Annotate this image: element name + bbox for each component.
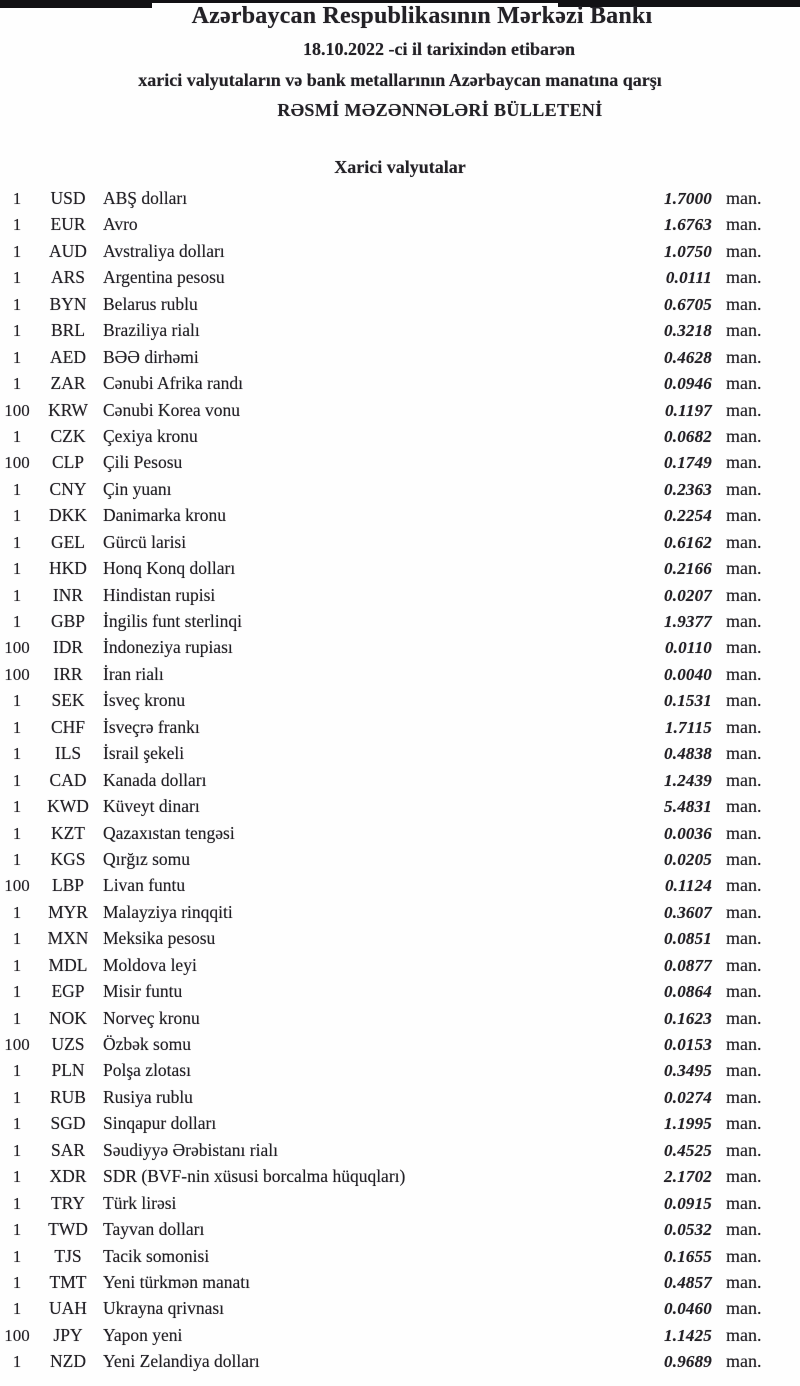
currency-code: TRY	[50, 1192, 86, 1213]
currency-name: Danimarka kronu	[103, 505, 226, 526]
bank-title: Azərbaycan Respublikasının Mərkəzi Bankı	[191, 3, 653, 29]
rate-unit-label: man.	[726, 399, 762, 420]
rate-value: 1.0750	[664, 241, 712, 261]
rate-unit-label: man.	[726, 188, 762, 208]
currency-code: XDR	[49, 1166, 87, 1187]
rate-unit-label: man.	[726, 505, 762, 526]
rate-quantity: 1	[12, 1193, 22, 1213]
rate-value: 0.0946	[664, 374, 712, 394]
currency-name: Avro	[103, 214, 138, 235]
rate-value: 0.0864	[664, 982, 712, 1002]
rate-unit-label: man.	[726, 1007, 762, 1028]
rates-table	[0, 185, 800, 1375]
rate-value: 0.0460	[664, 1299, 712, 1319]
rate-row	[0, 846, 800, 872]
currency-code: KZT	[50, 822, 86, 843]
currency-code: MXN	[47, 928, 89, 949]
currency-code: KGS	[50, 848, 86, 869]
rate-value: 0.1623	[664, 1008, 712, 1028]
currency-code: CLP	[51, 452, 85, 473]
rate-quantity: 1	[12, 1114, 22, 1134]
currency-code: IRR	[53, 663, 83, 684]
rate-value: 0.9689	[664, 1352, 712, 1372]
currency-code: AED	[50, 346, 86, 367]
currency-name: Braziliya rialı	[103, 320, 200, 341]
rate-unit-label: man.	[726, 611, 762, 631]
rate-unit-label: man.	[726, 1351, 762, 1372]
rate-quantity: 100	[4, 664, 30, 684]
rate-value: 0.2166	[664, 559, 712, 579]
rate-quantity: 1	[12, 744, 22, 764]
rate-quantity: 1	[12, 426, 22, 446]
currency-name: Kanada dolları	[103, 769, 207, 790]
rate-row	[0, 476, 800, 502]
rate-value: 0.3218	[664, 321, 712, 341]
currency-name: Rusiya rublu	[103, 1086, 193, 1107]
rate-row	[0, 397, 800, 423]
currency-name: İsveçrə frankı	[103, 716, 200, 737]
currency-code: SGD	[50, 1113, 86, 1134]
document-header	[0, 3, 800, 121]
currency-name: Polşa zlotası	[103, 1060, 191, 1081]
rate-quantity: 1	[12, 1167, 22, 1187]
currency-name: Çin yuanı	[103, 478, 172, 499]
rate-quantity: 100	[4, 400, 30, 420]
currency-name: Çexiya kronu	[103, 425, 198, 446]
currency-name: Livan funtu	[103, 875, 186, 896]
currency-code: ZAR	[50, 373, 86, 394]
currency-code: DKK	[49, 505, 87, 526]
rate-value: 0.0915	[664, 1193, 712, 1213]
currency-name: İsrail şekeli	[103, 743, 185, 764]
currency-name: Belarus rublu	[103, 293, 198, 314]
rate-row	[0, 687, 800, 713]
rate-row	[0, 238, 800, 264]
rate-quantity: 1	[12, 955, 22, 975]
rate-quantity: 1	[12, 585, 22, 605]
rate-quantity: 1	[12, 823, 22, 843]
currency-code: BYN	[49, 293, 87, 314]
currency-code: UZS	[51, 1034, 85, 1054]
rate-value: 0.4525	[664, 1140, 712, 1160]
rate-quantity: 1	[12, 691, 22, 711]
rate-row	[0, 1057, 800, 1083]
currency-code: SEK	[51, 690, 85, 711]
currency-name: Misir funtu	[103, 981, 183, 1002]
rate-row	[0, 714, 800, 740]
rate-quantity: 1	[12, 929, 22, 949]
rate-unit-label: man.	[726, 214, 762, 235]
rate-unit-label: man.	[726, 822, 762, 843]
rate-quantity: 1	[12, 559, 22, 579]
currency-name: Tacik somonisi	[103, 1245, 210, 1266]
currency-code: CAD	[49, 769, 87, 790]
rate-unit-label: man.	[726, 769, 762, 790]
rate-unit-label: man.	[726, 240, 762, 261]
rate-row	[0, 1322, 800, 1348]
currency-code: GEL	[50, 531, 86, 552]
rate-unit-label: man.	[726, 716, 762, 737]
currency-name: Hindistan rupisi	[103, 584, 216, 605]
rate-unit-label: man.	[726, 1192, 762, 1213]
currency-code: BRL	[50, 320, 86, 341]
rate-quantity: 1	[12, 982, 22, 1002]
rate-value: 0.1655	[664, 1246, 712, 1266]
rate-quantity: 1	[12, 347, 22, 367]
rate-unit-label: man.	[726, 1298, 762, 1319]
currency-code: UAH	[49, 1298, 87, 1319]
rate-value: 0.0207	[664, 585, 712, 605]
rate-value: 0.1197	[664, 400, 712, 420]
currency-code: RUB	[50, 1086, 86, 1107]
rate-value: 0.2254	[664, 506, 712, 526]
rate-value: 0.1531	[664, 691, 712, 711]
rate-value: 0.0851	[664, 929, 712, 949]
rate-row	[0, 317, 800, 343]
rate-quantity: 1	[12, 1140, 22, 1160]
rate-quantity: 1	[12, 294, 22, 314]
rate-quantity: 1	[12, 374, 22, 394]
currency-name: Küveyt dinarı	[103, 796, 200, 817]
currency-code: KRW	[48, 399, 88, 420]
currency-name: Tayvan dolları	[103, 1219, 205, 1240]
rate-quantity: 1	[12, 1220, 22, 1240]
section-title-foreign-currencies: Xarici valyutalar	[334, 157, 466, 177]
rate-quantity: 1	[12, 241, 22, 261]
currency-code: MDL	[48, 954, 88, 975]
currency-name: Avstraliya dolları	[103, 240, 225, 261]
currency-code: IDR	[52, 637, 84, 658]
currency-name: İran rialı	[103, 663, 164, 684]
rate-row	[0, 1005, 800, 1031]
rate-quantity: 100	[4, 638, 30, 658]
effective-date-line: 18.10.2022 -ci il tarixindən etibarən	[303, 39, 575, 59]
currency-name: Türk lirəsi	[103, 1192, 177, 1213]
rate-quantity: 100	[4, 1325, 30, 1345]
rate-row	[0, 264, 800, 290]
rate-value: 0.3495	[664, 1061, 712, 1081]
rate-row	[0, 1243, 800, 1269]
currency-name: Özbək somu	[103, 1034, 191, 1054]
rate-row	[0, 1190, 800, 1216]
rate-row	[0, 423, 800, 449]
rate-quantity: 1	[12, 1061, 22, 1081]
currency-name: İsveç kronu	[103, 690, 186, 711]
rate-quantity: 1	[12, 1246, 22, 1266]
rate-quantity: 1	[12, 1352, 22, 1372]
currency-code: NOK	[49, 1007, 87, 1028]
currency-name: İngilis funt sterlinqi	[103, 611, 243, 631]
rate-value: 1.6763	[664, 215, 712, 235]
rate-unit-label: man.	[726, 690, 762, 711]
currency-code: EUR	[50, 214, 86, 235]
rate-unit-label: man.	[726, 293, 762, 314]
currency-code: CHF	[50, 716, 86, 737]
rate-row	[0, 185, 800, 211]
rate-value: 0.3607	[664, 902, 712, 922]
rate-unit-label: man.	[726, 1245, 762, 1266]
rate-row	[0, 555, 800, 581]
rate-row	[0, 1137, 800, 1163]
rate-value: 0.0877	[664, 955, 712, 975]
rate-row	[0, 291, 800, 317]
rate-unit-label: man.	[726, 875, 762, 896]
currency-code: EGP	[51, 981, 85, 1002]
currency-name: Norveç kronu	[103, 1007, 200, 1028]
rate-row	[0, 529, 800, 555]
rate-row	[0, 740, 800, 766]
currency-name: Meksika pesosu	[103, 928, 216, 949]
rate-quantity: 1	[12, 1087, 22, 1107]
rate-row	[0, 1348, 800, 1374]
currency-code: USD	[50, 188, 86, 208]
rate-row	[0, 449, 800, 475]
rate-value: 0.0111	[665, 268, 712, 288]
rate-quantity: 1	[12, 902, 22, 922]
rate-unit-label: man.	[726, 1271, 762, 1292]
rate-unit-label: man.	[726, 981, 762, 1002]
rate-row	[0, 582, 800, 608]
rate-quantity: 1	[12, 797, 22, 817]
rate-row	[0, 344, 800, 370]
rate-value: 5.4831	[664, 797, 712, 817]
rate-unit-label: man.	[726, 1324, 762, 1345]
rate-value: 0.0274	[664, 1087, 712, 1107]
rate-unit-label: man.	[726, 954, 762, 975]
rate-quantity: 1	[12, 479, 22, 499]
rate-value: 0.4838	[664, 744, 712, 764]
rate-value: 0.0153	[664, 1035, 712, 1054]
currency-code: KWD	[47, 796, 89, 817]
rate-row	[0, 925, 800, 951]
rate-row	[0, 370, 800, 396]
rate-unit-label: man.	[726, 425, 762, 446]
currency-code: ILS	[54, 743, 82, 764]
rate-row	[0, 1269, 800, 1295]
currency-code: CZK	[50, 425, 86, 446]
currency-code: MYR	[48, 901, 88, 922]
rate-value: 0.0205	[664, 849, 712, 869]
rate-unit-label: man.	[726, 320, 762, 341]
subtitle-line: xarici valyutaların və bank metallarının Azərbaycan manatına qarşı	[138, 70, 662, 90]
rate-unit-label: man.	[726, 928, 762, 949]
rate-unit-label: man.	[726, 1034, 762, 1054]
currency-name: Səudiyyə Ərəbistanı rialı	[103, 1139, 278, 1160]
rate-unit-label: man.	[726, 848, 762, 869]
rate-value: 2.1702	[664, 1167, 712, 1187]
rate-value: 0.6705	[664, 294, 712, 314]
rate-quantity: 100	[4, 453, 30, 473]
rate-unit-label: man.	[726, 267, 762, 288]
rate-value: 0.0532	[664, 1220, 712, 1240]
rate-value: 0.4857	[664, 1272, 712, 1292]
rate-row	[0, 820, 800, 846]
rate-value: 1.7115	[664, 717, 712, 737]
rate-quantity: 1	[12, 770, 22, 790]
rate-unit-label: man.	[726, 478, 762, 499]
rate-unit-label: man.	[726, 637, 762, 658]
rate-value: 0.6162	[664, 532, 712, 552]
currency-code: TWD	[48, 1219, 88, 1240]
rate-quantity: 1	[12, 215, 22, 235]
currency-code: ARS	[50, 267, 86, 288]
currency-code: AUD	[49, 240, 87, 261]
currency-name: Yapon yeni	[103, 1324, 183, 1345]
rate-row	[0, 661, 800, 687]
rate-value: 1.2439	[664, 770, 712, 790]
rate-quantity: 100	[4, 1035, 30, 1054]
rate-quantity: 1	[12, 321, 22, 341]
rate-row	[0, 211, 800, 237]
currency-name: ABŞ dolları	[103, 188, 188, 208]
rate-row	[0, 872, 800, 898]
rate-quantity: 1	[12, 1299, 22, 1319]
rate-unit-label: man.	[726, 1166, 762, 1187]
rate-unit-label: man.	[726, 1113, 762, 1134]
rate-row	[0, 634, 800, 660]
currency-name: Gürcü larisi	[103, 531, 187, 552]
rate-row	[0, 767, 800, 793]
rate-value: 1.7000	[664, 189, 712, 208]
currency-name: İndoneziya rupiası	[103, 637, 233, 658]
rate-value: 0.0040	[664, 664, 712, 684]
rate-quantity: 1	[12, 268, 22, 288]
rate-unit-label: man.	[726, 452, 762, 473]
currency-name: Moldova leyi	[103, 954, 197, 975]
rate-row	[0, 1031, 800, 1057]
currency-code: LBP	[51, 875, 85, 896]
rate-value: 1.1425	[664, 1325, 712, 1345]
rate-quantity: 1	[12, 1272, 22, 1292]
currency-name: Ukrayna qrivnası	[103, 1298, 225, 1319]
currency-name: Honq Konq dolları	[103, 558, 236, 579]
currency-code: TMT	[49, 1271, 87, 1292]
currency-name: Qazaxıstan tengəsi	[103, 822, 235, 843]
rate-value: 0.0036	[664, 823, 712, 843]
rate-unit-label: man.	[726, 346, 762, 367]
rate-row	[0, 952, 800, 978]
rate-row	[0, 899, 800, 925]
rate-unit-label: man.	[726, 663, 762, 684]
rate-row	[0, 1216, 800, 1242]
rate-quantity: 1	[12, 849, 22, 869]
rate-quantity: 1	[12, 612, 22, 631]
currency-name: Malayziya rinqqiti	[103, 901, 233, 922]
currency-code: TJS	[54, 1245, 82, 1266]
rate-value: 1.1995	[664, 1114, 712, 1134]
rate-quantity: 1	[12, 717, 22, 737]
rate-row	[0, 502, 800, 528]
rate-value: 0.1749	[664, 453, 712, 473]
currency-name: Yeni Zelandiya dolları	[103, 1351, 260, 1372]
rate-value: 0.1124	[664, 876, 712, 896]
rate-unit-label: man.	[726, 584, 762, 605]
rate-unit-label: man.	[726, 743, 762, 764]
rate-row	[0, 1084, 800, 1110]
rate-unit-label: man.	[726, 1219, 762, 1240]
currency-name: Çili Pesosu	[103, 452, 183, 473]
currency-name: Yeni türkmən manatı	[103, 1271, 250, 1292]
rate-quantity: 1	[12, 532, 22, 552]
rate-quantity: 1	[12, 506, 22, 526]
rate-row	[0, 978, 800, 1004]
currency-code: NZD	[50, 1351, 86, 1372]
rate-unit-label: man.	[726, 1060, 762, 1081]
rate-row	[0, 793, 800, 819]
rate-row	[0, 608, 800, 634]
currency-code: SAR	[50, 1139, 86, 1160]
currency-name: Sinqapur dolları	[103, 1113, 217, 1134]
currency-name: Argentina pesosu	[103, 267, 225, 288]
rate-value: 0.2363	[664, 479, 712, 499]
rate-unit-label: man.	[726, 531, 762, 552]
rate-unit-label: man.	[726, 901, 762, 922]
rate-quantity: 1	[12, 189, 22, 208]
currency-code: CNY	[49, 478, 87, 499]
rate-value: 0.0110	[664, 638, 712, 658]
currency-name: SDR (BVF-nin xüsusi borcalma hüquqları)	[103, 1166, 406, 1187]
rate-value: 0.0682	[664, 426, 712, 446]
rate-value: 0.4628	[664, 347, 712, 367]
rate-row	[0, 1163, 800, 1189]
rate-unit-label: man.	[726, 1086, 762, 1107]
rate-unit-label: man.	[726, 1139, 762, 1160]
rate-unit-label: man.	[726, 558, 762, 579]
currency-name: Cənubi Afrika randı	[103, 373, 243, 394]
currency-code: PLN	[51, 1060, 85, 1081]
rate-quantity: 100	[4, 876, 30, 896]
currency-name: Cənubi Korea vonu	[103, 399, 241, 420]
currency-code: HKD	[49, 558, 87, 579]
currency-name: BƏƏ dirhəmi	[103, 346, 199, 367]
currency-code: GBP	[50, 611, 86, 631]
bulletin-title: RƏSMİ MƏZƏNNƏLƏRİ BÜLLETENİ	[277, 100, 603, 120]
rate-unit-label: man.	[726, 373, 762, 394]
currency-code: JPY	[53, 1324, 83, 1345]
rate-quantity: 1	[12, 1008, 22, 1028]
rate-row	[0, 1110, 800, 1136]
rate-row	[0, 1295, 800, 1321]
currency-name: Qırğız somu	[103, 848, 191, 869]
rate-unit-label: man.	[726, 796, 762, 817]
rate-value: 1.9377	[664, 612, 712, 631]
currency-code: INR	[52, 584, 84, 605]
